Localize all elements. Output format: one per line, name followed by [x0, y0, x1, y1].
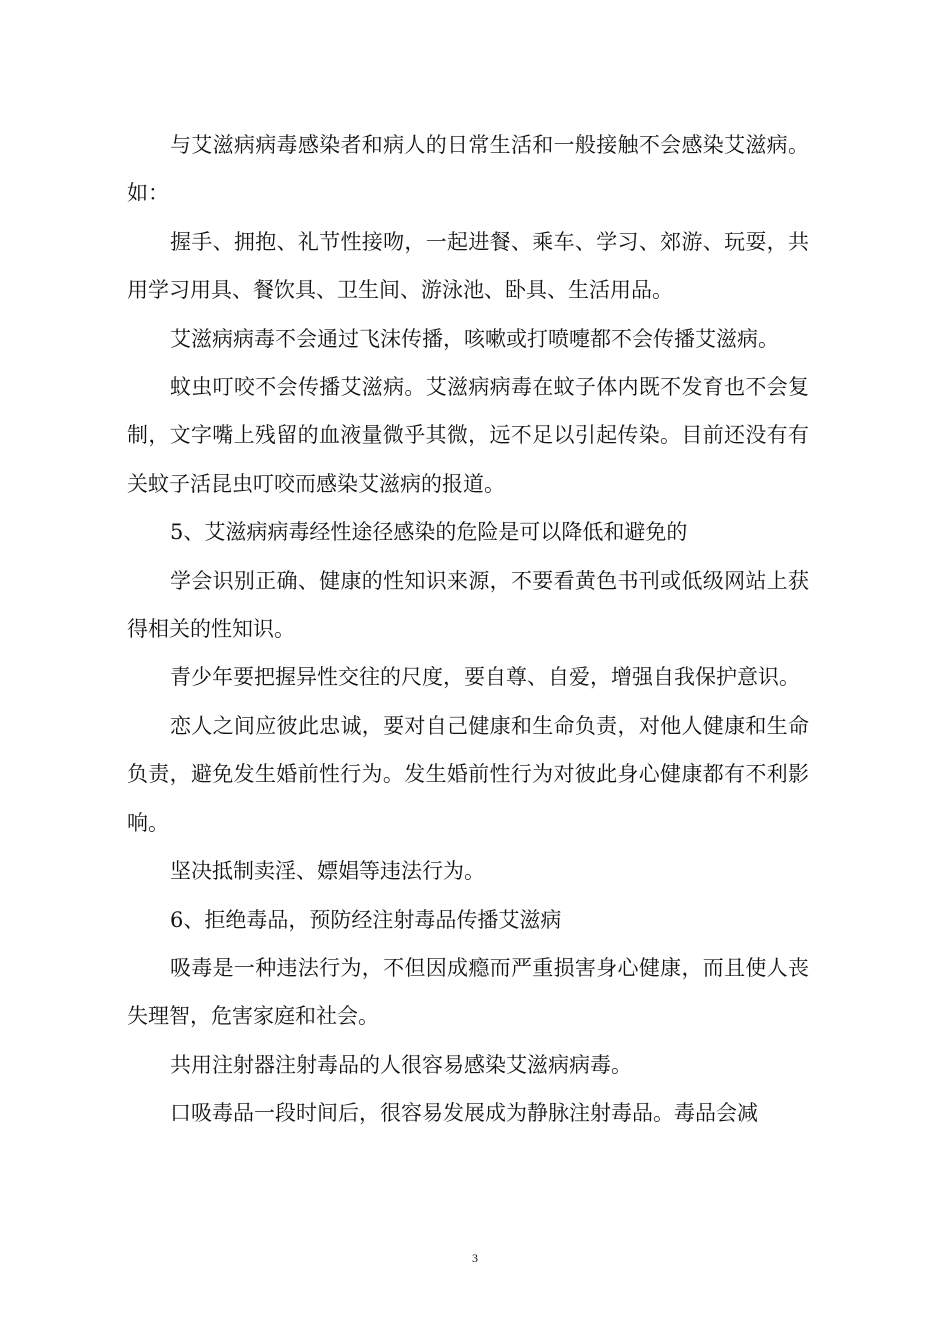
paragraph-contact-examples: 握手、拥抱、礼节性接吻，一起进餐、乘车、学习、郊游、玩耍，共用学习用具、餐饮具、卫生间、游泳池、卧具、生活用品。: [127, 229, 809, 303]
section-heading-5: 5、艾滋病病毒经性途径感染的危险是可以降低和避免的: [170, 520, 688, 545]
paragraph-oral-drugs: 口吸毒品一段时间后，很容易发展成为静脉注射毒品。毒品会减: [170, 1101, 758, 1126]
section-heading-6: 6、拒绝毒品，预防经注射毒品传播艾滋病: [170, 907, 562, 932]
paragraph-droplets: 艾滋病病毒不会通过飞沫传播，咳嗽或打喷嚏都不会传播艾滋病。: [170, 326, 779, 351]
paragraph-drug-abuse: 吸毒是一种违法行为，不但因成瘾而严重损害身心健康，而且使人丧失理智，危害家庭和社会。: [127, 955, 809, 1029]
paragraph-partners: 恋人之间应彼此忠诚，要对自己健康和生命负责，对他人健康和生命负责，避免发生婚前性行为。发生婚前性行为对彼此身心健康都有不利影响。: [127, 713, 809, 835]
paragraph-mosquito: 蚊虫叮咬不会传播艾滋病。艾滋病病毒在蚊子体内既不发育也不会复制，文字嘴上残留的血液量微乎其微，远不足以引起传染。目前还没有有关蚊子活昆虫叮咬而感染艾滋病的报道。: [127, 375, 809, 496]
paragraph-daily-contact: 与艾滋病病毒感染者和病人的日常生活和一般接触不会感染艾滋病。如：: [127, 133, 809, 206]
paragraph-youth: 青少年要把握异性交往的尺度，要自尊、自爱，增强自我保护意识。: [170, 665, 800, 690]
paragraph-knowledge-source: 学会识别正确、健康的性知识来源，不要看黄色书刊或低级网站上获得相关的性知识。: [127, 568, 809, 642]
paragraph-resist: 坚决抵制卖淫、嫖娼等违法行为。: [170, 859, 485, 884]
paragraph-shared-syringe: 共用注射器注射毒品的人很容易感染艾滋病病毒。: [170, 1052, 632, 1077]
body-text: [127, 121, 809, 1138]
page-number: 3: [472, 1251, 478, 1265]
